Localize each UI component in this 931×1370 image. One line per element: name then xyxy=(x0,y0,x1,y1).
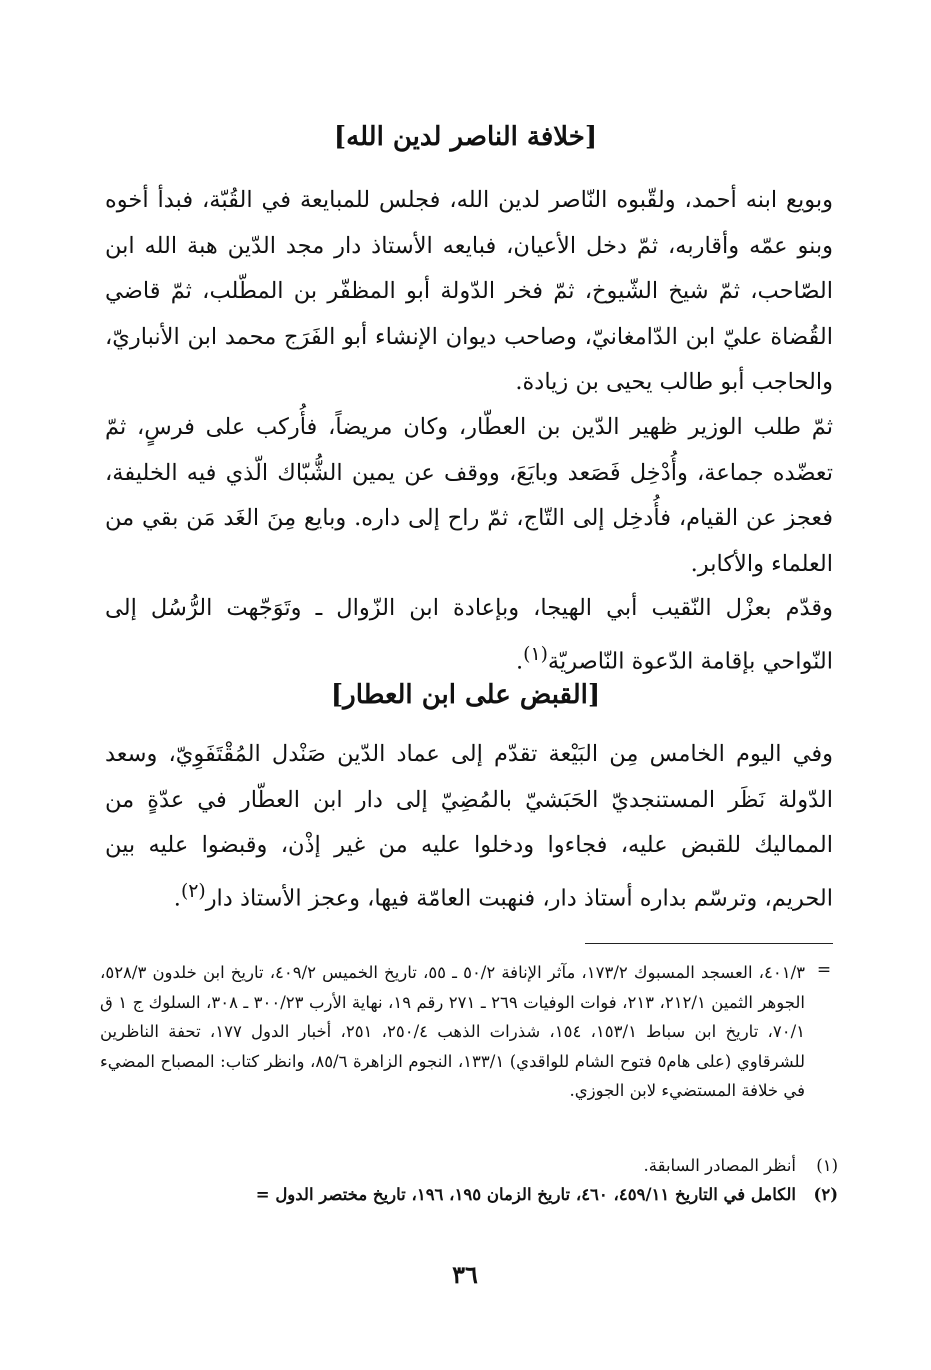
footnote-text: الكامل في التاريخ ٤٥٩/١١، ٤٦٠، تاريخ الزمان ١٩٥، ١٩٦، تاريخ مختصر الدول = xyxy=(255,1185,796,1204)
paragraph-vizier: ثمّ طلب الوزير ظهير الدّين بن العطّار، وكان مريضاً، فأُركب على فرسٍ، ثمّ تعضّده جماعة، وأُدْخِل فَصَعد وبايَعَ، ووقف عن يمين الشُّبّاك الّذي فيه الخليفة، فعجز عن القيام، فأُدخِل إلى التّاج، ثمّ راح إلى داره. وبايع مِنَ الغَد مَن بقي من العلماء والأكابر. xyxy=(105,414,833,577)
paragraph-arrest-end: . xyxy=(173,885,181,911)
footnote-2 xyxy=(100,1181,838,1209)
footnote-continuation: ٤٠١/٣، العسجد المسبوك ١٧٣/٢، مآثر الإنافة ٥٠/٢ ـ ٥٥، تاريخ الخميس ٤٠٩/٢، تاريخ ابن خلدون ٥٢٨/٣، الجوهر الثمين ٢١٢/١، ٢١٣، فوات الوفيات ٢٦٩ ـ ٢٧١ رقم ١٩، نهاية الأرب ٣٠٠/٢٣ ـ ٣٠٨، السلوك ج ١ ق ٧٠/١، تاريخ ابن سباط ١٥٣/١، ١٥٤، شذرات الذهب ٢٥٠/٤، ٢٥١، أخبار الدول ١٧٧، تحفة الناظرين للشرقاوي (على هام٥ فتوح الشام للواقدي) ١٣٣/١، النجوم الزاهرة ٨٥/٦، وانظر كتاب: المصباح المضيء في خلافة المستضيء لابن الجوزي. xyxy=(100,963,805,1101)
footnote-number: (٢) xyxy=(813,1185,838,1204)
paragraph-dismissal-end: . xyxy=(516,648,524,674)
footnote-divider xyxy=(585,943,833,944)
paragraph-dismissal-text: وقدّم بعزْل النّقيب أبي الهيجا، وبإعادة ابن الزّوال ـ وتَوَجّهت الرُّسُل إلى النّواحي بإقامة الدّعوة النّاصريّة xyxy=(105,595,833,674)
paragraph-allegiance: وبويع ابنه أحمد، ولقّبوه النّاصر لدين الله، فجلس للمبايعة في القُبّة، فبدأ أخوه وبنو عمّه وأقاربه، ثمّ دخل الأعيان، فبايعه الأستاذ دار مجد الدّين هبة الله ابن الصّاحب، ثمّ شيخ الشّيوخ، ثمّ فخر الدّولة أبو المظفّر بن المطّلب، ثمّ قاضي القُضاة عليّ ابن الدّامغانيّ، وصاحب ديوان الإنشاء أبو الفَرَج محمد ابن الأنباريّ، والحاجب أبو طالب يحيى بن زيادة. xyxy=(105,187,833,395)
paragraph-arrest-text: وفي اليوم الخامس مِن البَيْعة تقدّم إلى عماد الدّين صَنْدل المُقْتَفَوِيّ، وسعد الدّولة نَظَر المستنجديّ الحَبَشيّ بالمُضِيّ إلى دار ابن العطّار في عدّةٍ من المماليك للقبض عليه، فجاءوا ودخلوا عليه من غير إذْن، وقبضوا عليه بين الحريم، وترسّم بداره أستاذ دار، فنهبت العامّة فيها، وعجز الأستاذ دار xyxy=(105,741,833,911)
paragraph-dismissal xyxy=(105,586,833,685)
section-heading-caliphate: [خلافة الناصر لدين الله] xyxy=(333,122,598,152)
footnote-ref-2: (٢) xyxy=(180,880,206,902)
footnote-number: (١) xyxy=(816,1156,838,1175)
footnote-continuation-marker: = xyxy=(816,960,832,980)
footnote-text: أنظر المصادر السابقة. xyxy=(643,1156,796,1175)
section-heading-arrest: [القبض على ابن العطار] xyxy=(330,680,601,710)
footnote-ref-1: (١) xyxy=(523,643,548,665)
page-number: ٣٦ xyxy=(452,1260,478,1289)
footnote-1 xyxy=(100,1152,838,1180)
paragraph-arrest xyxy=(105,732,833,922)
